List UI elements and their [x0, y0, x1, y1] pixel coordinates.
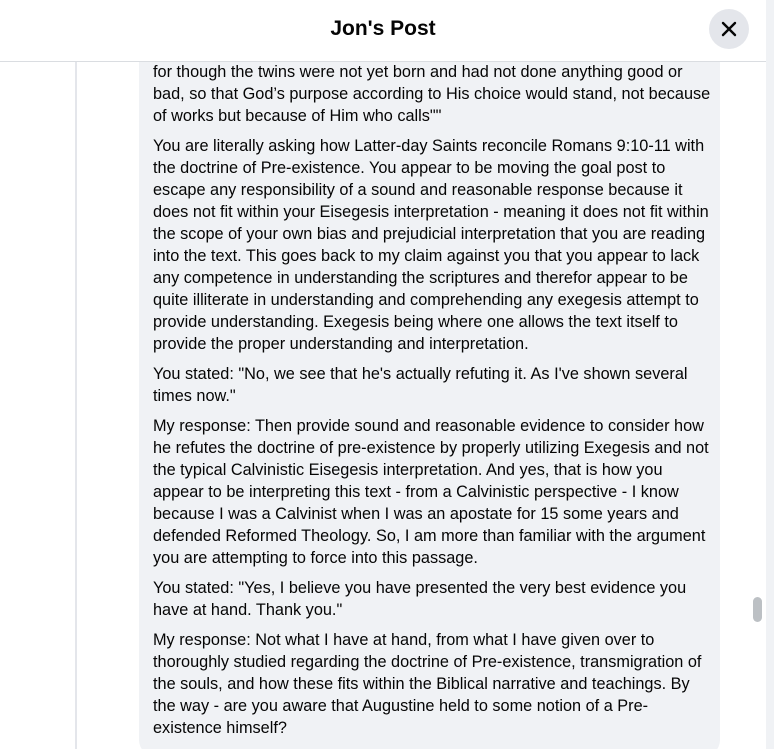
- dialog-header: [0, 0, 766, 62]
- dialog-title: Jon's Post: [330, 17, 436, 40]
- thread-line: [75, 62, 77, 749]
- comment-paragraph: You are literally asking how Latter-day Saints reconcile Romans 9:10-11 with the doctrine of Pre-existence. You appear to be moving the goal post to escape any responsibility of a sound and reasonable response because it does not fit within your Eisegesis interpretation - meaning it does not fit within the scope of your own bias and prejudicial interpretation that you are reading into the text. This goes back to my claim against you that you appear to lack any competence in understanding the scriptures and therefor appear to be quite illiterate in understanding and comprehending any exegesis attempt to provide understanding. Exegesis being where one allows the text itself to provide the proper understanding and interpretation.: [153, 137, 709, 353]
- comments-scroll-area[interactable]: [0, 62, 766, 749]
- comment-paragraph: You stated: "Yes, I believe you have presented the very best evidence you have at hand. Thank you.": [153, 579, 687, 619]
- scrollbar-thumb[interactable]: [753, 597, 762, 622]
- comment-paragraph: for though the twins were not yet born and had not done anything good or bad, so that God’s purpose according to His choice would stand, not because of works but because of Him who calls"": [153, 63, 711, 125]
- comment-paragraph: My response: Then provide sound and reasonable evidence to consider how he refutes the doctrine of pre-existence by properly utilizing Exegesis and not the typical Calvinistic Eisegesis interpretation. And yes, that is how you appear to be interpreting this text - from a Calvinistic perspective - I know because I was a Calvinist when I was an apostate for 15 some years and defended Reformed Theology. So, I am more than familiar with the argument you are attempting to force into this passage.: [153, 417, 709, 567]
- close-icon: [720, 20, 738, 38]
- comment-paragraph: You stated: "No, we see that he's actually refuting it. As I've shown several times now.": [153, 365, 688, 405]
- comment-paragraph: My response: Not what I have at hand, from what I have given over to thoroughly studied regarding the doctrine of Pre-existence, transmigration of the souls, and how these fits within the Biblical narrative and teachings. By the way - are you aware that Augustine held to some notion of a Pre-existence himself?: [153, 631, 702, 737]
- comment-text: [153, 62, 713, 747]
- background-page-strip: [766, 0, 774, 749]
- close-button[interactable]: [709, 9, 749, 49]
